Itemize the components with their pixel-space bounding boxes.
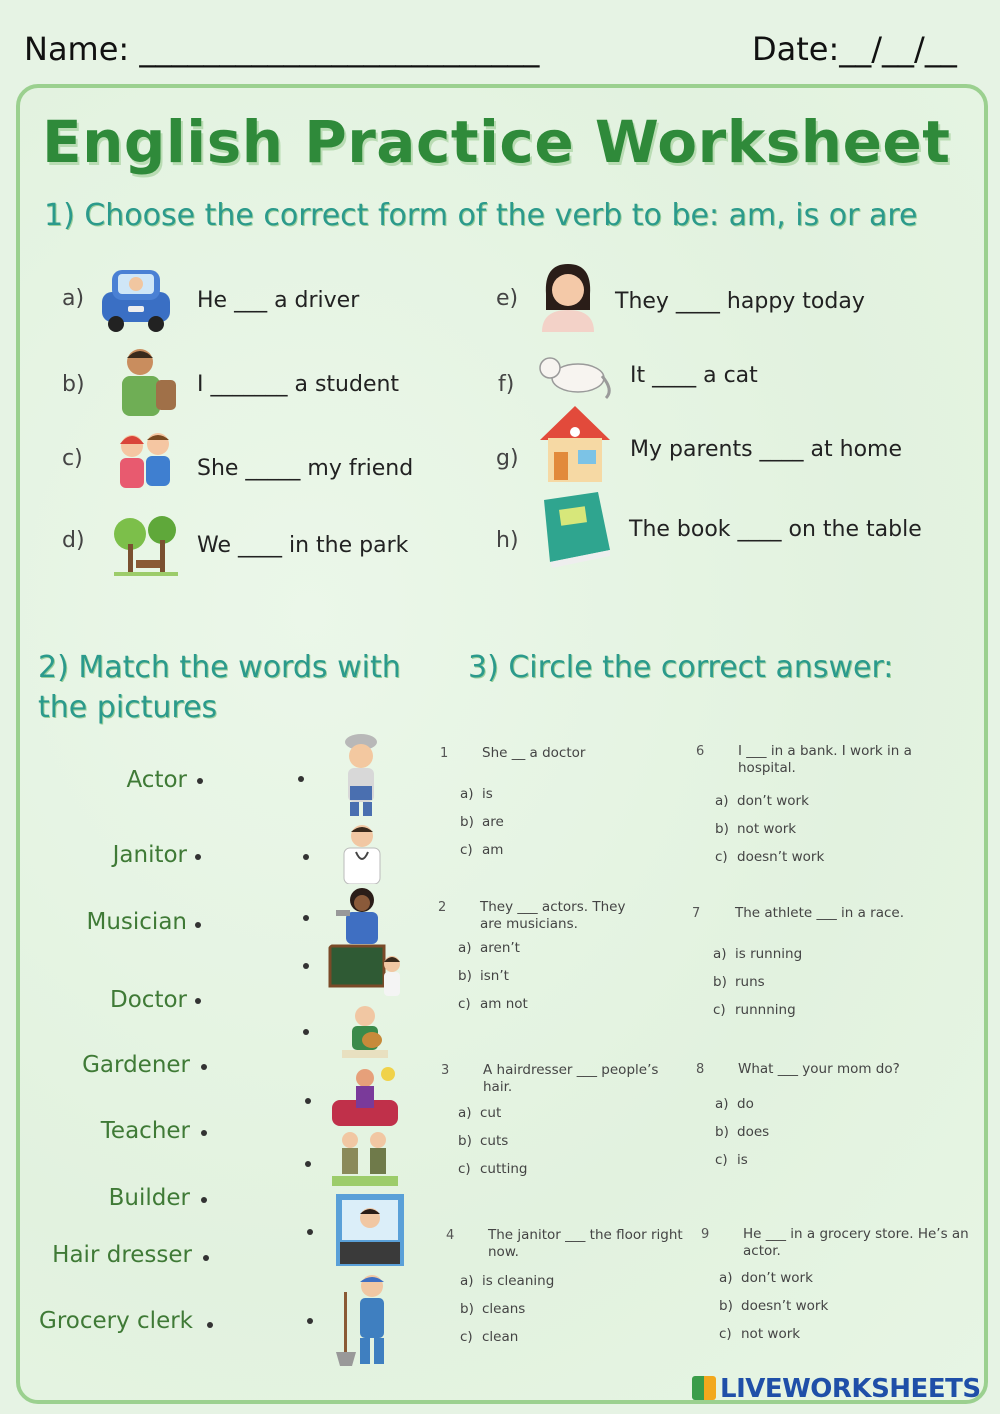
- item-letter: a): [62, 286, 85, 311]
- match-dot-left[interactable]: [197, 778, 203, 784]
- question-text: What ___ your mom do?: [738, 1061, 900, 1077]
- match-dot-left[interactable]: [201, 1197, 207, 1203]
- section1-heading: 1) Choose the correct form of the verb to be: am, is or are: [44, 198, 918, 233]
- item-letter: h): [496, 528, 519, 553]
- worksheet-title: English Practice Worksheet: [42, 108, 951, 176]
- grocery-clerk-icon: [334, 1192, 406, 1268]
- question-number: 2: [438, 900, 447, 915]
- question-number: 6: [696, 744, 705, 759]
- answer-option[interactable]: b) are: [460, 814, 504, 830]
- answer-option[interactable]: b) does: [715, 1124, 770, 1140]
- section2-heading: 2) Match the words with: [38, 650, 401, 685]
- answer-option[interactable]: b) runs: [713, 974, 765, 990]
- item-sentence: He ___ a driver: [197, 288, 360, 313]
- answer-option[interactable]: c) clean: [460, 1329, 519, 1345]
- item-letter: e): [496, 286, 519, 311]
- match-word-teacher: Teacher: [100, 1118, 190, 1144]
- item-letter: f): [498, 372, 515, 397]
- book-icon: [534, 490, 614, 568]
- question-number: 7: [692, 906, 701, 921]
- match-dot-right[interactable]: [307, 1318, 313, 1324]
- match-dot-right[interactable]: [307, 1229, 313, 1235]
- question-text: I ___ in a bank. I work in a hospital.: [738, 743, 912, 776]
- match-dot-right[interactable]: [303, 915, 309, 921]
- item-letter: d): [62, 528, 85, 553]
- answer-option[interactable]: a) cut: [458, 1105, 502, 1121]
- actor-icon: [330, 1064, 400, 1128]
- builder-icon: [336, 732, 386, 818]
- answer-option[interactable]: c) cutting: [458, 1161, 528, 1177]
- car-driver-icon: [98, 262, 174, 340]
- answer-option[interactable]: c) not work: [719, 1326, 801, 1342]
- item-sentence: We ____ in the park: [197, 533, 409, 558]
- answer-option[interactable]: b) cuts: [458, 1133, 509, 1149]
- item-letter: c): [62, 446, 83, 471]
- match-dot-left[interactable]: [201, 1130, 207, 1136]
- match-dot-right[interactable]: [303, 854, 309, 860]
- question-text: He ___ in a grocery store. He’s an actor.: [743, 1226, 969, 1259]
- date-field[interactable]: Date:__/__/__: [752, 30, 957, 68]
- match-word-builder: Builder: [108, 1185, 190, 1211]
- name-field[interactable]: Name: _________________________: [24, 30, 540, 68]
- match-dot-left[interactable]: [195, 998, 201, 1004]
- item-sentence: It ____ a cat: [630, 363, 758, 388]
- question-number: 1: [440, 746, 449, 761]
- match-dot-left[interactable]: [195, 854, 201, 860]
- match-word-musician: Musician: [86, 909, 187, 935]
- answer-option[interactable]: a) is: [460, 786, 493, 802]
- answer-option[interactable]: c) doesn’t work: [715, 849, 825, 865]
- item-sentence: My parents ____ at home: [630, 437, 903, 462]
- hairdresser-icon: [332, 886, 392, 944]
- match-dot-left[interactable]: [201, 1064, 207, 1070]
- match-word-gardener: Gardener: [82, 1052, 190, 1078]
- match-word-janitor: Janitor: [112, 842, 187, 868]
- answer-option[interactable]: c) is: [715, 1152, 748, 1168]
- item-letter: b): [62, 372, 85, 397]
- answer-option[interactable]: a) aren’t: [458, 940, 520, 956]
- question-number: 9: [701, 1227, 710, 1242]
- item-sentence: I _______ a student: [197, 372, 400, 397]
- match-dot-right[interactable]: [305, 1098, 311, 1104]
- answer-option[interactable]: a) is running: [713, 946, 803, 962]
- question-text: They ___ actors. They are musicians.: [480, 899, 626, 932]
- match-word-grocery-clerk: Grocery clerk: [39, 1308, 193, 1334]
- doctor-icon: [336, 822, 388, 884]
- answer-option[interactable]: b) isn’t: [458, 968, 509, 984]
- answer-option[interactable]: c) am: [460, 842, 504, 858]
- match-dot-left[interactable]: [195, 922, 201, 928]
- answer-option[interactable]: a) do: [715, 1096, 754, 1112]
- park-icon: [110, 512, 182, 580]
- match-dot-right[interactable]: [298, 776, 304, 782]
- question-text: A hairdresser ___ people’s hair.: [483, 1062, 659, 1095]
- match-dot-right[interactable]: [305, 1161, 311, 1167]
- answer-option[interactable]: a) is cleaning: [460, 1273, 555, 1289]
- match-dot-left[interactable]: [203, 1255, 209, 1261]
- section3-heading: 3) Circle the correct answer:: [468, 650, 894, 685]
- liveworksheets-logo: LIVEWORKSHEETS: [692, 1374, 981, 1404]
- janitor-icon: [334, 1272, 400, 1368]
- match-word-actor: Actor: [126, 767, 187, 793]
- answer-option[interactable]: b) not work: [715, 821, 797, 837]
- item-sentence: She _____ my friend: [197, 456, 414, 481]
- match-dot-right[interactable]: [303, 963, 309, 969]
- woman-icon: [534, 260, 602, 332]
- answer-option[interactable]: c) runnning: [713, 1002, 796, 1018]
- question-text: The athlete ___ in a race.: [735, 905, 905, 921]
- section2-heading-line2: the pictures: [38, 690, 218, 725]
- musician-icon: [332, 1000, 398, 1062]
- answer-option[interactable]: a) don’t work: [715, 793, 809, 809]
- item-sentence: The book ____ on the table: [629, 517, 922, 542]
- logo-icon: [692, 1376, 716, 1400]
- match-dot-left[interactable]: [207, 1322, 213, 1328]
- question-text: The janitor ___ the floor right now.: [488, 1227, 683, 1260]
- answer-option[interactable]: b) doesn’t work: [719, 1298, 829, 1314]
- teacher-icon: [328, 944, 404, 998]
- friends-icon: [110, 428, 182, 500]
- question-text: She __ a doctor: [482, 745, 586, 761]
- item-letter: g): [496, 446, 519, 471]
- house-icon: [536, 402, 614, 484]
- cat-icon: [536, 350, 614, 402]
- student-icon: [108, 344, 182, 418]
- match-word-hair-dresser: Hair dresser: [52, 1242, 192, 1268]
- answer-option[interactable]: c) am not: [458, 996, 528, 1012]
- match-word-doctor: Doctor: [110, 987, 187, 1013]
- item-sentence: They ____ happy today: [615, 289, 865, 314]
- answer-option[interactable]: b) cleans: [460, 1301, 526, 1317]
- question-number: 3: [441, 1063, 450, 1078]
- question-number: 8: [696, 1062, 705, 1077]
- match-dot-right[interactable]: [303, 1029, 309, 1035]
- answer-option[interactable]: a) don’t work: [719, 1270, 813, 1286]
- question-number: 4: [446, 1228, 455, 1243]
- gardeners-icon: [330, 1128, 400, 1188]
